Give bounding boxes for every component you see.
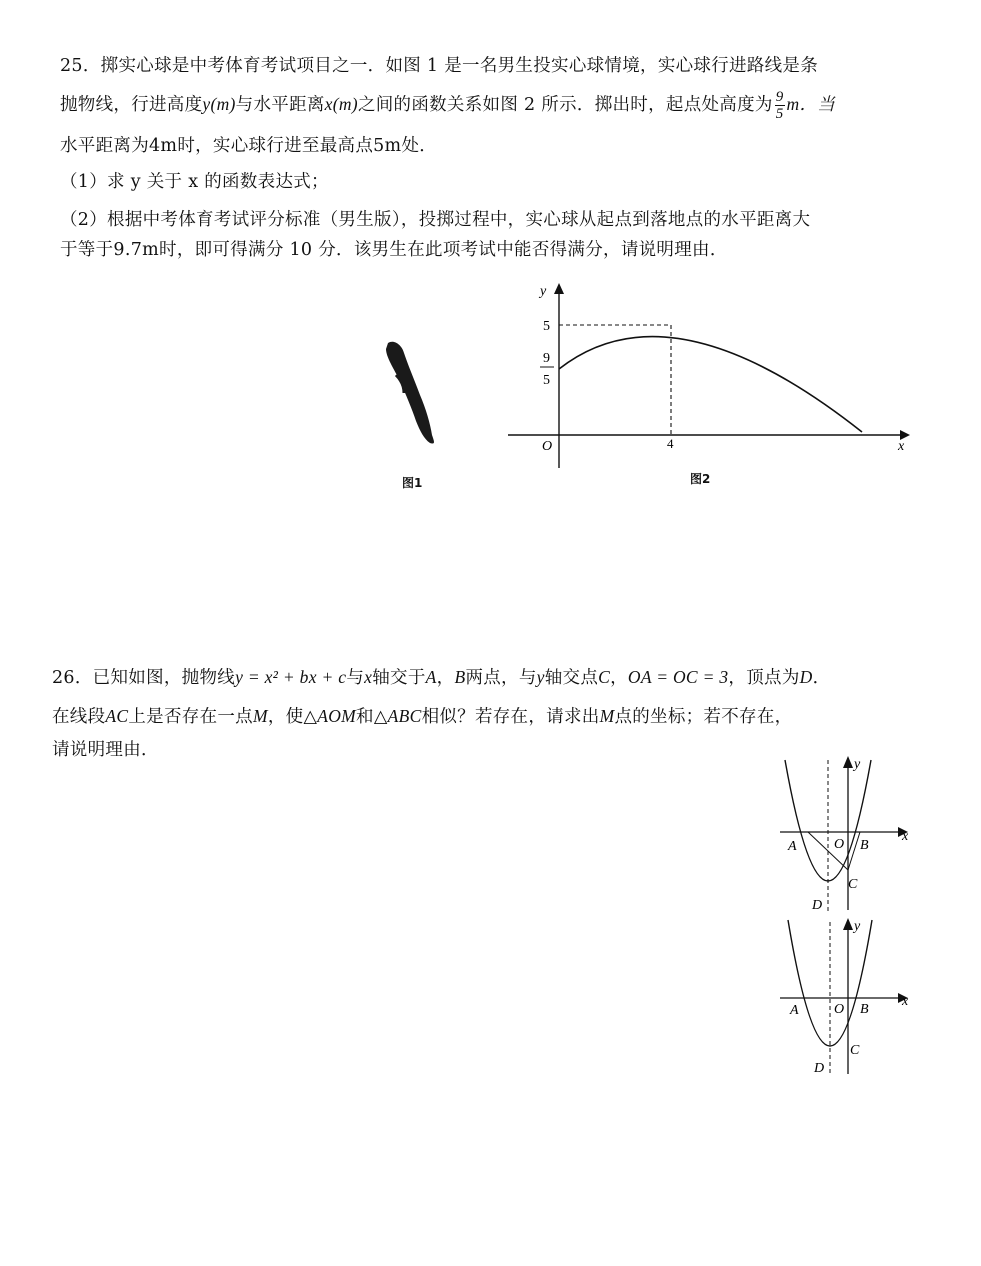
q25-part1: （1）求 y 关于 x 的函数表达式； xyxy=(60,172,329,192)
q26-g2-label-D: D xyxy=(814,1061,825,1076)
q26-graph-1 xyxy=(770,752,920,917)
q26-line3: 请说明理由． xyxy=(52,740,159,760)
q26-g1-label-D: D xyxy=(812,898,823,913)
q26-g2-label-A: A xyxy=(790,1003,799,1018)
q25-var-y: y(m) xyxy=(202,94,236,114)
fig1-thrower-image xyxy=(370,335,460,455)
q25-line2-text-a: 抛物线，行进高度 xyxy=(60,95,203,115)
q26-line1-text-a: 26．已知如图，抛物线 xyxy=(52,668,236,688)
q26-g2-label-x: x xyxy=(902,994,909,1009)
q26-condition: OA = OC = 3 xyxy=(627,667,729,687)
q26-line2-text-e: 相似？若存在，请求出 xyxy=(421,707,600,727)
q26-point-M2: M xyxy=(599,706,615,726)
fig2-parabola-curve xyxy=(559,337,862,432)
fig2-tick-frac-num: 9 xyxy=(543,351,550,366)
q25-line2-text-d: m．当 xyxy=(786,94,836,114)
q26-segment-AC: AC xyxy=(105,706,129,726)
q25-line3: 水平距离为4m时，实心球行进至最高点5m处． xyxy=(60,136,438,156)
q26-point-M: M xyxy=(252,706,268,726)
q26-line1-text-b: 与 xyxy=(346,668,365,688)
q26-line2-text-f: 点的坐标；若不存在， xyxy=(614,707,793,727)
q26-point-D: D xyxy=(799,667,813,687)
q26-g2-label-B: B xyxy=(860,1002,869,1017)
q26-var-x: x xyxy=(364,667,373,687)
q26-line2-text-a: 在线段 xyxy=(52,707,106,727)
q26-point-C: C xyxy=(598,667,611,687)
fig2-y-label: y xyxy=(540,284,547,299)
fig2-x-label: x xyxy=(898,439,905,454)
q26-triangle-AOM: AOM xyxy=(317,706,357,726)
q26-point-A: A xyxy=(425,667,437,687)
q26-line1-text-f: ， xyxy=(610,668,628,688)
q26-g1-label-C: C xyxy=(848,877,858,892)
q25-fraction-denominator: 5 xyxy=(775,106,784,122)
q25-part2-line1: （2）根据中考体育考试评分标准（男生版），投掷过程中，实心球从起点到落地点的水平距离大 xyxy=(60,210,811,230)
q26-equation: y = x² + bx + c xyxy=(235,667,347,687)
q26-g2-label-O: O xyxy=(834,1002,845,1017)
q26-g2-y-arrow-icon xyxy=(843,918,853,930)
q25-line1: 25．掷实心球是中考体育考试项目之一．如图 1 是一名男生投实心球情境，实心球行进路线是条 xyxy=(60,56,819,76)
q26-line2-text-b: 上是否存在一点 xyxy=(128,707,253,727)
q26-g2-label-y: y xyxy=(854,919,861,934)
q26-line2-text-c: ，使△ xyxy=(267,707,318,727)
q26-g1-parabola xyxy=(785,760,871,881)
q26-g1-y-arrow-icon xyxy=(843,756,853,768)
fig2-caption: 图2 xyxy=(690,472,711,486)
q26-triangle-ABC: ABC xyxy=(387,706,422,726)
fig2-y-arrow-icon xyxy=(554,283,564,294)
q26-line2 xyxy=(52,703,792,728)
q26-line2-text-d: 和△ xyxy=(356,707,388,727)
fig1-caption: 图1 xyxy=(402,476,423,490)
q25-line2-text-b: 与水平距离 xyxy=(235,95,325,115)
q26-line1 xyxy=(52,664,830,689)
q25-line2 xyxy=(60,84,835,124)
fig2-tick-frac-den: 5 xyxy=(543,373,550,388)
q26-line1-text-c: 轴交于 xyxy=(372,668,426,688)
q25-part2-line2: 于等于9.7m时，即可得满分 10 分．该男生在此项考试中能否得满分，请说明理由． xyxy=(60,240,728,260)
q26-var-y: y xyxy=(536,667,545,687)
q26-line1-text-h: ． xyxy=(812,668,831,688)
fig2-graph xyxy=(500,278,920,478)
q26-g1-label-x: x xyxy=(902,829,909,844)
q26-line1-text-g: ，顶点为 xyxy=(728,668,800,688)
q26-g1-label-A: A xyxy=(788,839,797,854)
q26-line1-text-e: 轴交点 xyxy=(544,668,599,688)
q26-g1-label-B: B xyxy=(860,838,869,853)
q26-graph-2 xyxy=(770,912,920,1080)
q25-start-height-fraction xyxy=(775,89,785,122)
q26-g1-label-y: y xyxy=(854,757,861,772)
fig2-tick-5: 5 xyxy=(543,319,550,334)
q26-point-B: B xyxy=(454,667,466,687)
q26-line1-sep: ， xyxy=(436,668,455,688)
q26-line1-text-d: 两点，与 xyxy=(465,668,537,688)
q25-fraction-numerator: 9 xyxy=(775,89,784,105)
q26-g1-label-O: O xyxy=(834,837,845,852)
q25-line2-text-c: 之间的函数关系如图 2 所示．掷出时，起点处高度为 xyxy=(357,95,773,115)
q26-g2-label-C: C xyxy=(850,1043,860,1058)
q25-var-x: x(m) xyxy=(324,94,358,114)
fig2-origin-label: O xyxy=(542,439,553,454)
fig2-tick-4: 4 xyxy=(667,436,674,451)
